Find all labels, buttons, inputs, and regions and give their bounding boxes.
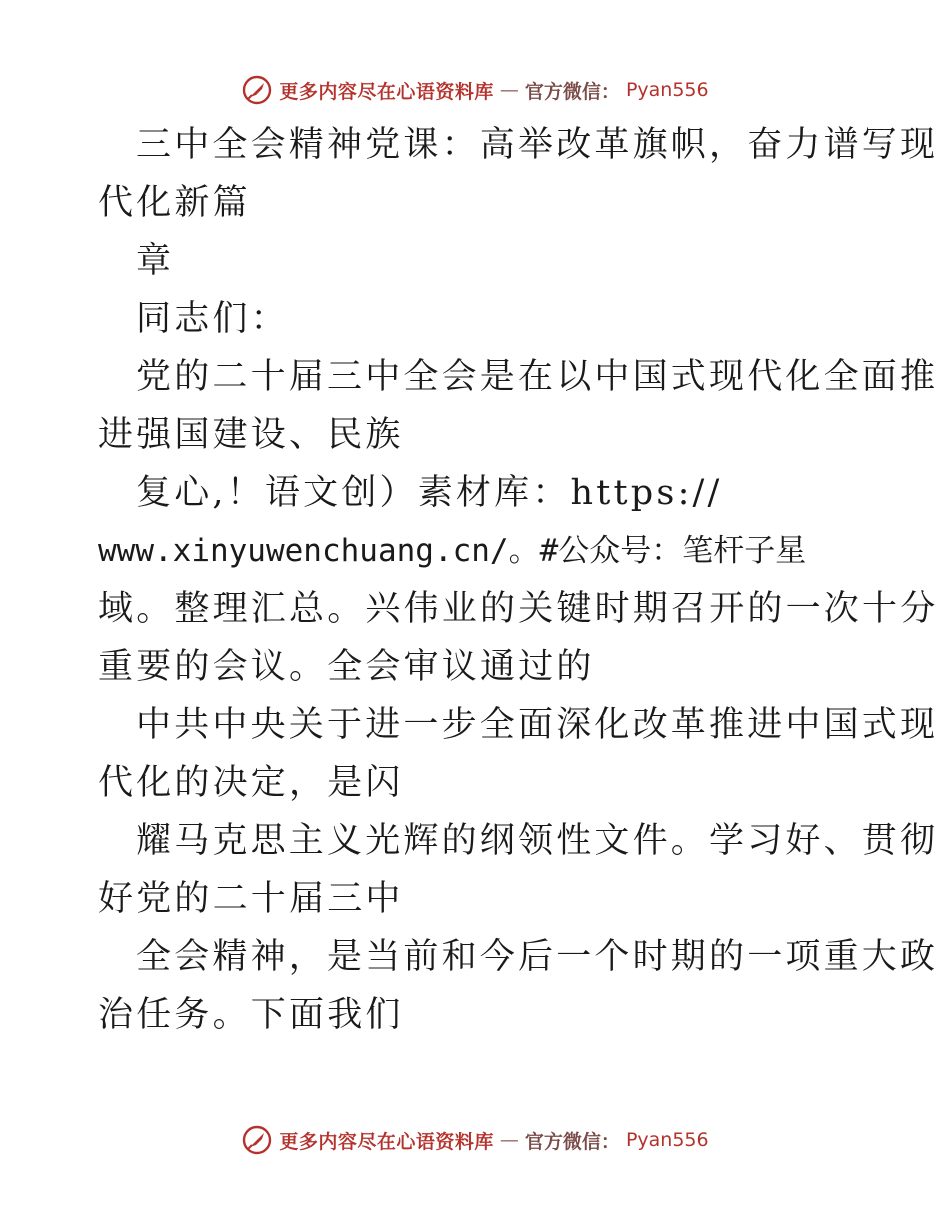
text-line: 进强国建设、民族 — [98, 415, 404, 455]
watermark-wechat-id: Pyan556 — [625, 79, 709, 101]
text-line: 中共中央关于进一步全面深化改革推进中国式现 — [136, 705, 939, 745]
watermark-separator: — — [499, 79, 519, 101]
watermark-wechat-label: 官方微信： — [524, 80, 620, 103]
text-line: 全会精神，是当前和今后一个时期的一项重大政 — [136, 937, 939, 977]
watermark-brand: 更多内容尽在心语资料库 — [279, 1130, 494, 1153]
footer-watermark — [0, 1120, 950, 1160]
text-line: 耀马克思主义光辉的纲领性文件。学习好、贯彻 — [136, 821, 939, 861]
text-line: 三中全会精神党课：高举改革旗帜，奋力谱写现 — [136, 125, 939, 165]
text-line: 复心,！语文创）素材库：https:// — [136, 473, 723, 513]
quill-logo-icon — [241, 1124, 273, 1156]
quill-logo-icon — [241, 74, 273, 106]
text-line: 重要的会议。全会审议通过的 — [98, 647, 595, 687]
text-line: 治任务。下面我们 — [98, 995, 404, 1035]
watermark-brand: 更多内容尽在心语资料库 — [279, 80, 494, 103]
text-line: www.xinyuwenchuang.cn/。#公众号：笔杆子星 — [98, 533, 807, 569]
watermark-wechat-id: Pyan556 — [625, 1129, 709, 1151]
document-body — [98, 116, 939, 1044]
text-line: 好党的二十届三中 — [98, 879, 404, 919]
text-line: 章 — [136, 241, 175, 281]
text-line: 域。整理汇总。兴伟业的关键时期召开的一次十分 — [98, 589, 939, 629]
text-line: 党的二十届三中全会是在以中国式现代化全面推 — [136, 357, 939, 397]
text-line: 代化新篇 — [98, 183, 251, 223]
watermark-separator: — — [499, 1129, 519, 1151]
header-watermark — [0, 70, 950, 110]
text-line: 同志们： — [136, 299, 289, 339]
watermark-wechat-label: 官方微信： — [524, 1130, 620, 1153]
text-line: 代化的决定，是闪 — [98, 763, 404, 803]
